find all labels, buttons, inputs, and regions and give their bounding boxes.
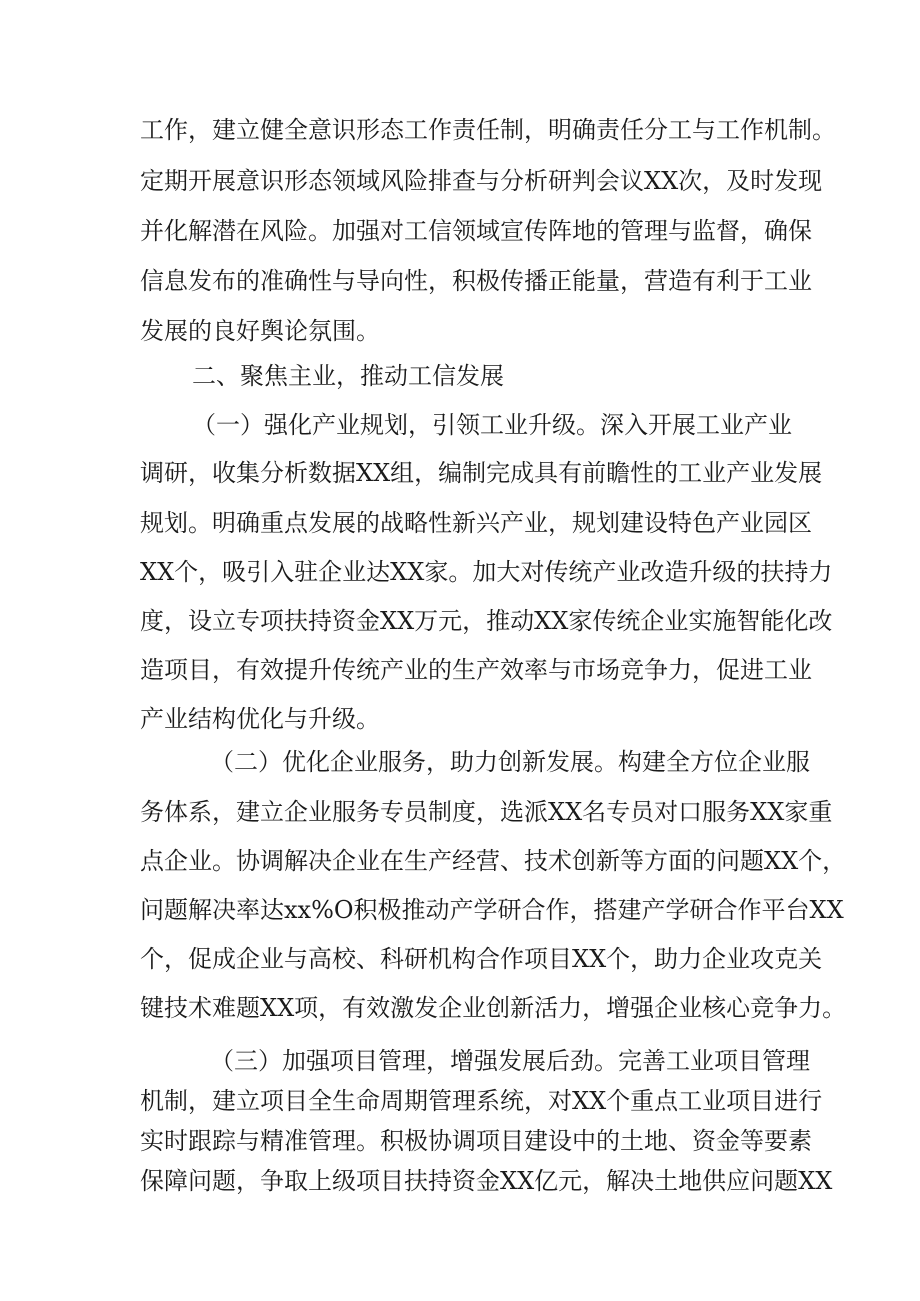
text-line: 实时跟踪与精准管理。积极协调项目建设中的土地、资金等要素 xyxy=(140,1127,812,1155)
text-line: 度，设立专项扶持资金XX万元，推动XX家传统企业实施智能化改 xyxy=(140,607,833,635)
text-line: 机制，建立项目全生命周期管理系统，对XX个重点工业项目进行 xyxy=(140,1087,823,1115)
text-line: 调研，收集分析数据XX组，编制完成具有前瞻性的工业产业发展 xyxy=(140,459,823,487)
text-line: （三）加强项目管理，增强发展后劲。完善工业项目管理 xyxy=(210,1047,810,1075)
text-line: 点企业。协调解决企业在生产经营、技术创新等方面的问题XX个， xyxy=(140,847,847,875)
text-line: 发展的良好舆论氛围。 xyxy=(140,317,380,345)
text-line: （二）优化企业服务，助力创新发展。构建全方位企业服 xyxy=(210,748,810,776)
text-line: 造项目，有效提升传统产业的生产效率与市场竞争力，促进工业 xyxy=(140,656,812,684)
text-line: 个，促成企业与高校、科研机构合作项目XX个，助力企业攻克关 xyxy=(140,945,823,973)
text-line: 问题解决率达xx%O积极推动产学研合作，搭建产学研合作平台XX xyxy=(140,896,844,924)
section-heading: 二、聚焦主业，推动工信发展 xyxy=(192,362,504,390)
text-line: 并化解潜在风险。加强对工信领域宣传阵地的管理与监督，确保 xyxy=(140,217,812,245)
text-line: （一）强化产业规划，引领工业升级。深入开展工业产业 xyxy=(192,411,792,439)
text-line: 规划。明确重点发展的战略性新兴产业，规划建设特色产业园区 xyxy=(140,509,812,537)
text-line: 保障问题，争取上级项目扶持资金XX亿元，解决土地供应问题XX xyxy=(140,1167,833,1195)
text-line: 务体系，建立企业服务专员制度，选派XX名专员对口服务XX家重 xyxy=(140,798,833,826)
text-line: 产业结构优化与升级。 xyxy=(140,705,380,733)
text-line: 定期开展意识形态领域风险排查与分析研判会议XX次，及时发现 xyxy=(140,167,823,195)
text-line: 信息发布的准确性与导向性，积极传播正能量，营造有利于工业 xyxy=(140,267,812,295)
text-line: XX个，吸引入驻企业达XX家。加大对传统产业改造升级的扶持力 xyxy=(140,558,833,586)
text-line: 工作，建立健全意识形态工作责任制，明确责任分工与工作机制。 xyxy=(140,116,836,144)
text-line: 键技术难题XX项，有效激发企业创新活力，增强企业核心竞争力。 xyxy=(140,994,847,1022)
